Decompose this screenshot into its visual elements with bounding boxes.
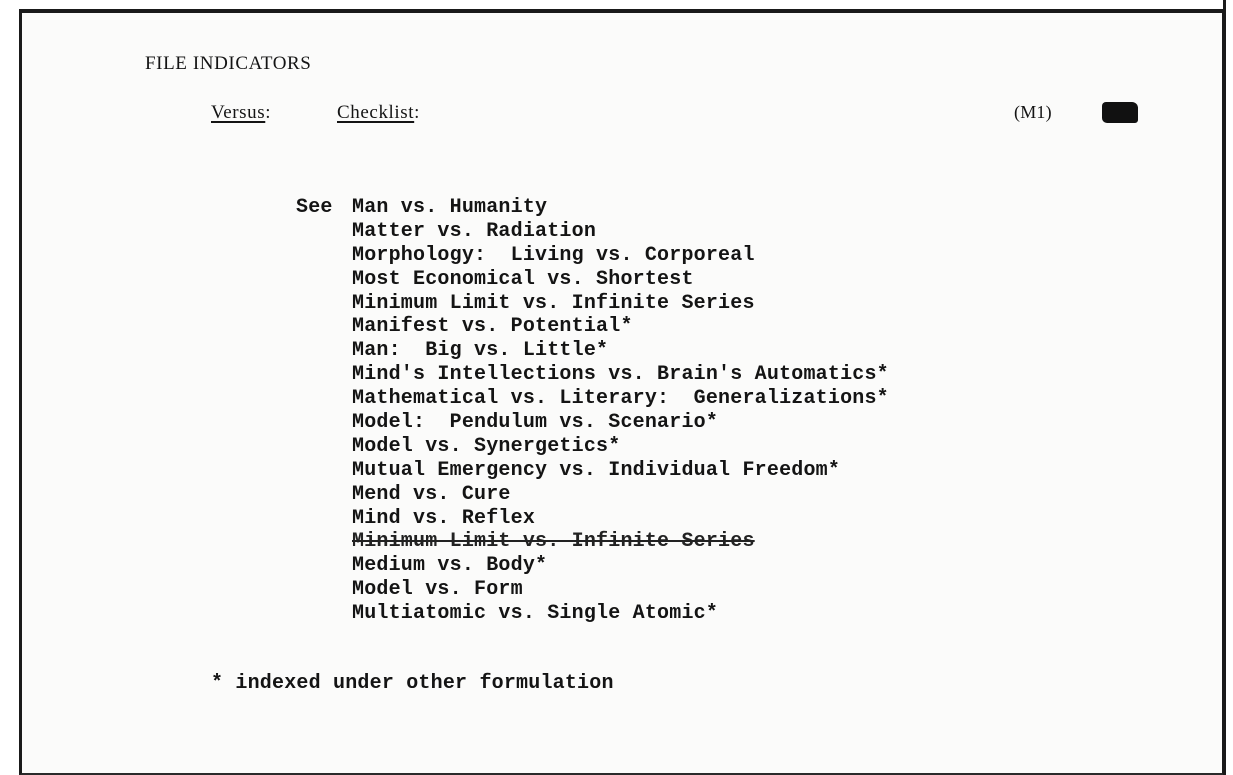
list-item-struck-through: Minimum Limit vs. Infinite Series <box>352 530 755 554</box>
list-item: Matter vs. Radiation <box>352 219 597 243</box>
card-edge <box>1223 0 1226 775</box>
list-item: Morphology: Living vs. Corporeal <box>352 243 755 267</box>
list-item: Model: Pendulum vs. Scenario* <box>352 411 719 435</box>
ink-blot-mark <box>1102 102 1138 123</box>
list-item: Multiatomic vs. Single Atomic* <box>352 602 719 626</box>
list-item: Man vs. Humanity <box>352 196 548 219</box>
list-item: Model vs. Synergetics* <box>352 434 621 458</box>
checklist-heading <box>337 102 420 124</box>
versus-label: Versus <box>211 102 266 123</box>
list-item: Man: Big vs. Little* <box>352 339 609 363</box>
list-item: Mind's Intellections vs. Brain's Automatics* <box>352 363 889 387</box>
page-title: FILE INDICATORS <box>145 53 312 74</box>
card-code: (M1) <box>1014 102 1052 122</box>
footnote: * indexed under other formulation <box>211 672 614 695</box>
list-item: Model vs. Form <box>352 578 523 602</box>
versus-colon: : <box>265 102 272 123</box>
list-item: Mind vs. Reflex <box>352 506 536 530</box>
list-item: Mend vs. Cure <box>352 482 511 506</box>
cross-reference-list <box>352 196 889 626</box>
list-item: Minimum Limit vs. Infinite Series <box>352 291 755 315</box>
checklist-colon: : <box>414 102 421 123</box>
checklist-label: Checklist <box>337 102 415 123</box>
see-label: See <box>296 196 333 219</box>
list-item: Mutual Emergency vs. Individual Freedom* <box>352 458 841 482</box>
list-item: Manifest vs. Potential* <box>352 315 633 339</box>
list-item: Mathematical vs. Literary: Generalizations* <box>352 387 889 411</box>
versus-heading <box>211 102 271 124</box>
list-item: Medium vs. Body* <box>352 554 548 578</box>
list-item: Most Economical vs. Shortest <box>352 267 694 291</box>
